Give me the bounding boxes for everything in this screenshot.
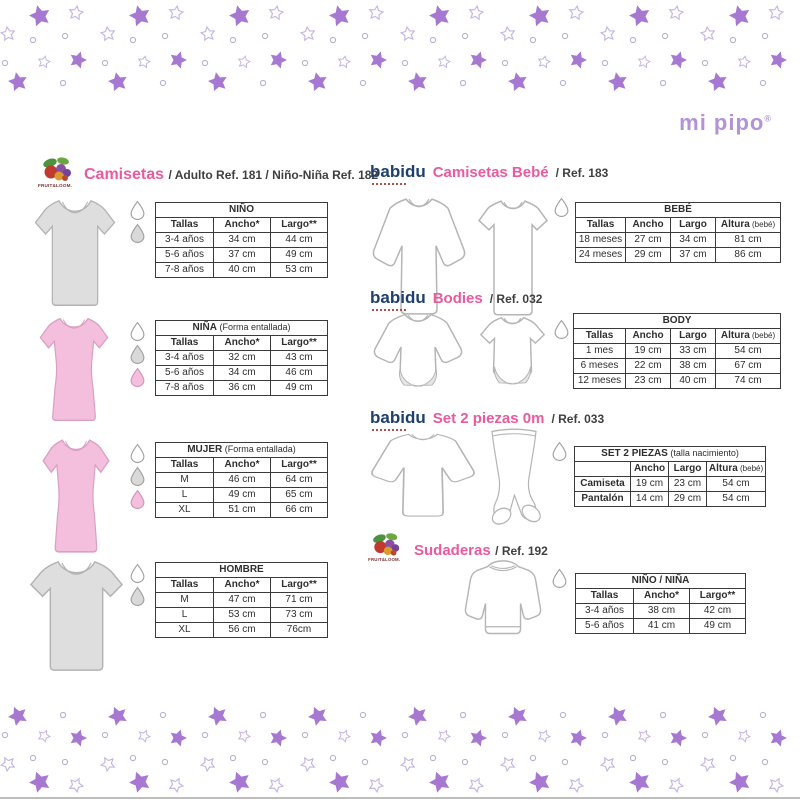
table-row: [574, 359, 781, 374]
section-title: Sudaderas: [414, 542, 491, 559]
camisetas-bebe-header: [370, 162, 608, 182]
column-header: [575, 462, 631, 477]
table-cell: 34 cm: [671, 233, 716, 248]
table-cell: 38 cm: [634, 604, 690, 619]
table-cell: 51 cm: [214, 503, 271, 518]
babidu-logo: [370, 162, 426, 182]
table-title: NIÑA (Forma entallada): [156, 321, 328, 336]
table-cell: 49 cm: [214, 488, 271, 503]
set-size-table: [574, 446, 765, 507]
column-header: Largo: [669, 462, 707, 477]
column-header: Ancho: [631, 462, 669, 477]
table-cell: 37 cm: [214, 248, 271, 263]
table-cell: 33 cm: [671, 344, 716, 359]
table-cell: 3-4 años: [156, 351, 214, 366]
size-table: [575, 573, 746, 634]
table-cell: 37 cm: [671, 248, 716, 263]
droplet-gray-icon: [129, 466, 146, 487]
table-cell: 34 cm: [214, 233, 271, 248]
column-header: Largo**: [271, 458, 328, 473]
table-cell: 18 meses: [576, 233, 626, 248]
fruit-of-the-loom-logo: [368, 532, 406, 564]
table-cell: L: [156, 488, 214, 503]
nina-size-table: [155, 320, 327, 396]
tshirt-nina-illustration: [33, 313, 115, 426]
column-header: Ancho*: [214, 578, 271, 593]
table-row: [574, 344, 781, 359]
body-size-table: [573, 313, 780, 389]
table-cell: 43 cm: [271, 351, 328, 366]
droplet-white-icon: [129, 443, 146, 464]
table-cell: M: [156, 473, 214, 488]
table-row: [156, 366, 328, 381]
table-cell: 54 cm: [707, 477, 766, 492]
fruit-of-the-loom-wordmark: FRUIT&LOOM.: [368, 557, 401, 563]
table-cell: 3-4 años: [156, 233, 214, 248]
table-row: [156, 593, 328, 608]
table-cell: XL: [156, 623, 214, 638]
column-header: Largo**: [690, 589, 746, 604]
size-table: [155, 202, 328, 278]
sweatshirt-illustration: [458, 558, 548, 650]
nina-color-options: [129, 321, 149, 388]
camisetas-adulto-header: [38, 156, 379, 195]
column-header: Ancho*: [214, 458, 271, 473]
section-ref: / Ref. 183: [555, 166, 609, 180]
table-cell: 76cm: [271, 623, 328, 638]
table-cell: 29 cm: [626, 248, 671, 263]
stars-border-top: [0, 0, 800, 95]
fruit-of-the-loom-logo: [38, 156, 78, 190]
stars-border-bottom: [0, 703, 800, 798]
droplet-white-icon: [129, 200, 146, 221]
table-row: [576, 619, 746, 634]
table-cell: 54 cm: [707, 492, 766, 507]
section-ref: / Adulto Ref. 181 / Niño-Niña Ref. 182: [168, 168, 379, 182]
nino-size-table: [155, 202, 327, 278]
bottom-border-line: [0, 797, 800, 799]
size-table: [155, 562, 328, 638]
table-title: MUJER (Forma entallada): [156, 443, 328, 458]
table-row: [576, 233, 781, 248]
column-header: Ancho: [626, 329, 671, 344]
table-cell: 40 cm: [214, 263, 271, 278]
table-cell: 7-8 años: [156, 381, 214, 396]
hombre-size-table: [155, 562, 327, 638]
table-cell: 46 cm: [214, 473, 271, 488]
table-cell: Camiseta: [575, 477, 631, 492]
table-cell: 34 cm: [214, 366, 271, 381]
table-cell: 40 cm: [671, 374, 716, 389]
mi-pipo-logo: [679, 110, 772, 136]
column-header: Altura (bebé): [716, 329, 781, 344]
table-row: [156, 381, 328, 396]
section-ref: / Ref. 192: [495, 544, 548, 558]
babidu-wordmark: babidu: [370, 288, 426, 307]
table-cell: 19 cm: [631, 477, 669, 492]
droplet-pink-icon: [129, 367, 146, 388]
table-title: SET 2 PIEZAS (talla nacimiento): [575, 447, 766, 462]
table-title: NIÑO: [156, 203, 328, 218]
table-row: [156, 248, 328, 263]
babidu-logo: [370, 288, 426, 308]
table-cell: 73 cm: [271, 608, 328, 623]
table-cell: 53 cm: [214, 608, 271, 623]
table-row: [576, 604, 746, 619]
table-cell: 22 cm: [626, 359, 671, 374]
mujer-size-table: [155, 442, 327, 518]
table-cell: XL: [156, 503, 214, 518]
droplet-pink-icon: [129, 489, 146, 510]
tshirt-mujer-illustration: [36, 434, 116, 558]
table-cell: 49 cm: [271, 248, 328, 263]
babidu-wordmark: babidu: [370, 408, 426, 427]
table-row: [156, 233, 328, 248]
table-cell: 86 cm: [716, 248, 781, 263]
table-cell: 81 cm: [716, 233, 781, 248]
section-ref: / Ref. 033: [551, 412, 605, 426]
sudadera-color-options: [551, 568, 571, 589]
registered-mark: ®: [764, 113, 772, 124]
column-header: Tallas: [156, 218, 214, 233]
table-cell: 54 cm: [716, 344, 781, 359]
mujer-color-options: [129, 443, 149, 510]
column-header: Altura (bebé): [707, 462, 766, 477]
set-2-piezas-header: [370, 408, 604, 428]
set-shirt-illustration: [367, 430, 479, 524]
column-header: Largo**: [271, 218, 328, 233]
table-cell: 29 cm: [669, 492, 707, 507]
table-row: [575, 492, 766, 507]
table-row: [156, 488, 328, 503]
table-cell: 64 cm: [271, 473, 328, 488]
table-cell: 67 cm: [716, 359, 781, 374]
table-cell: 27 cm: [626, 233, 671, 248]
column-header: Tallas: [576, 589, 634, 604]
droplet-white-icon: [553, 197, 570, 218]
table-cell: 49 cm: [271, 381, 328, 396]
table-cell: 71 cm: [271, 593, 328, 608]
table-cell: 47 cm: [214, 593, 271, 608]
babidu-tagline: [372, 183, 406, 185]
tshirt-hombre-illustration: [28, 557, 125, 675]
column-header: Tallas: [156, 336, 214, 351]
column-header: Altura (bebé): [716, 218, 781, 233]
table-cell: 49 cm: [690, 619, 746, 634]
tshirt-nino-illustration: [33, 196, 117, 310]
section-title: Set 2 piezas 0m: [432, 410, 545, 427]
size-table: [155, 320, 328, 396]
table-row: [156, 503, 328, 518]
table-row: [574, 374, 781, 389]
table-cell: 23 cm: [669, 477, 707, 492]
table-cell: 56 cm: [214, 623, 271, 638]
table-cell: 1 mes: [574, 344, 626, 359]
body-color-options: [553, 319, 573, 340]
babidu-logo: [370, 408, 426, 428]
table-row: [156, 623, 328, 638]
droplet-gray-icon: [129, 223, 146, 244]
column-header: Largo**: [271, 578, 328, 593]
table-cell: 23 cm: [626, 374, 671, 389]
mi-pipo-wordmark: mi pipo: [679, 110, 765, 135]
table-cell: 5-6 años: [156, 366, 214, 381]
table-cell: 44 cm: [271, 233, 328, 248]
table-cell: L: [156, 608, 214, 623]
table-cell: 5-6 años: [576, 619, 634, 634]
hombre-color-options: [129, 563, 149, 607]
table-cell: 24 meses: [576, 248, 626, 263]
bodies-header: [370, 288, 542, 308]
table-cell: Pantalón: [575, 492, 631, 507]
table-row: [156, 608, 328, 623]
table-row: [576, 248, 781, 263]
column-header: Tallas: [574, 329, 626, 344]
table-row: [156, 473, 328, 488]
column-header: Ancho*: [634, 589, 690, 604]
table-cell: 14 cm: [631, 492, 669, 507]
table-cell: 38 cm: [671, 359, 716, 374]
table-cell: 19 cm: [626, 344, 671, 359]
size-table: [574, 446, 766, 507]
table-cell: 36 cm: [214, 381, 271, 396]
column-header: Largo**: [271, 336, 328, 351]
body-longsleeve-illustration: [368, 310, 468, 398]
table-title: BEBÉ: [576, 203, 781, 218]
table-cell: 42 cm: [690, 604, 746, 619]
sudaderas-header: [368, 532, 548, 569]
table-cell: 65 cm: [271, 488, 328, 503]
table-cell: 41 cm: [634, 619, 690, 634]
table-cell: 74 cm: [716, 374, 781, 389]
sudadera-size-table: [575, 573, 745, 634]
table-cell: M: [156, 593, 214, 608]
table-row: [156, 351, 328, 366]
table-row: [156, 263, 328, 278]
bebe-color-options: [553, 197, 573, 218]
table-row: [575, 477, 766, 492]
babidu-wordmark: babidu: [370, 162, 426, 181]
section-title: Camisetas Bebé: [432, 164, 549, 181]
table-title: BODY: [574, 314, 781, 329]
column-header: Tallas: [576, 218, 626, 233]
table-cell: 5-6 años: [156, 248, 214, 263]
table-title: NIÑO / NIÑA: [576, 574, 746, 589]
table-cell: 46 cm: [271, 366, 328, 381]
droplet-white-icon: [551, 441, 568, 462]
droplet-white-icon: [129, 321, 146, 342]
set-footed-pants-illustration: [480, 426, 548, 528]
column-header: Largo: [671, 329, 716, 344]
table-cell: 12 meses: [574, 374, 626, 389]
size-table: [575, 202, 781, 263]
section-title: Camisetas: [84, 166, 165, 183]
table-cell: 66 cm: [271, 503, 328, 518]
set-color-options: [551, 441, 571, 462]
section-title: Bodies: [432, 290, 483, 307]
table-cell: 3-4 años: [576, 604, 634, 619]
bebe-size-table: [575, 202, 780, 263]
column-header: Tallas: [156, 458, 214, 473]
size-table: [155, 442, 328, 518]
column-header: Largo: [671, 218, 716, 233]
table-cell: 53 cm: [271, 263, 328, 278]
size-table: [573, 313, 781, 389]
column-header: Ancho*: [214, 218, 271, 233]
column-header: Tallas: [156, 578, 214, 593]
table-cell: 6 meses: [574, 359, 626, 374]
droplet-gray-icon: [129, 344, 146, 365]
table-cell: 32 cm: [214, 351, 271, 366]
section-ref: / Ref. 032: [489, 292, 543, 306]
body-shortsleeve-illustration: [476, 313, 549, 396]
nino-color-options: [129, 200, 149, 244]
column-header: Ancho: [626, 218, 671, 233]
column-header: Ancho*: [214, 336, 271, 351]
table-title: HOMBRE: [156, 563, 328, 578]
droplet-white-icon: [553, 319, 570, 340]
table-cell: 7-8 años: [156, 263, 214, 278]
droplet-white-icon: [129, 563, 146, 584]
droplet-white-icon: [551, 568, 568, 589]
fruit-of-the-loom-wordmark: FRUIT&LOOM.: [38, 183, 73, 188]
droplet-gray-icon: [129, 586, 146, 607]
